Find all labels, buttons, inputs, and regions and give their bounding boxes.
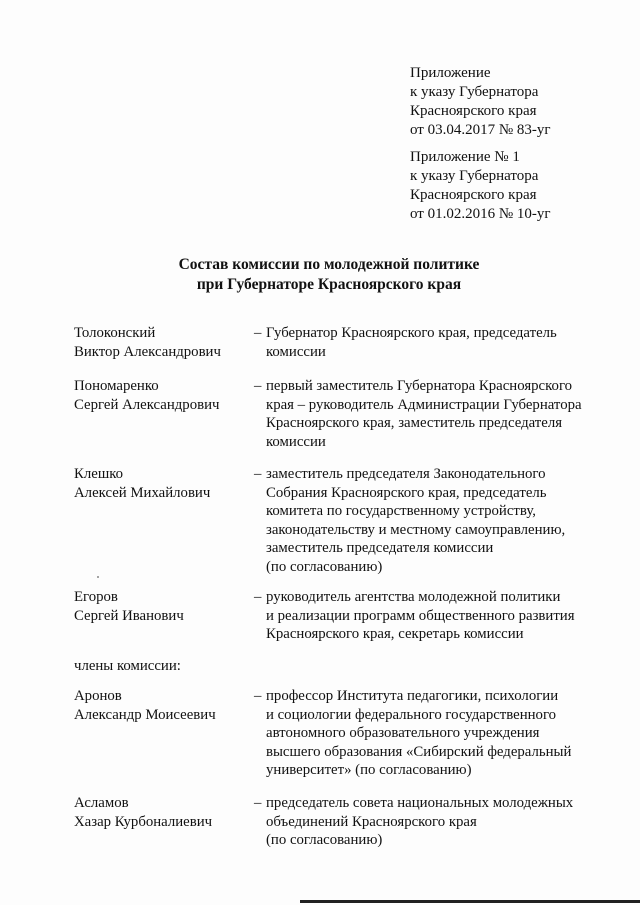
member-role	[266, 687, 606, 780]
member-given-name: Хазар Курбоналиевич	[74, 813, 213, 830]
member-role	[266, 324, 606, 361]
role-line: (по согласованию)	[266, 558, 383, 575]
scan-speck	[97, 576, 99, 578]
role-line: председатель совета национальных молодежных	[266, 795, 574, 811]
dash-separator: –	[254, 795, 262, 811]
role-line: комитета по государственному устройству,	[266, 503, 536, 519]
appendix-line: к указу Губернатора	[410, 84, 539, 100]
role-line: университет» (по согласованию)	[266, 762, 472, 778]
role-line: Собрания Красноярского края, председатель	[266, 484, 547, 501]
role-line: первый заместитель Губернатора Красноярского	[266, 378, 573, 394]
member-surname: Клешко	[74, 466, 124, 482]
role-line: высшего образования «Сибирский федеральный	[266, 743, 572, 760]
member-role	[266, 794, 606, 850]
member-name	[74, 465, 210, 502]
dash-separator: –	[254, 378, 262, 394]
role-line: края – руководитель Администрации Губернатора	[266, 396, 582, 413]
role-line: и социологии федерального государственного	[266, 706, 557, 723]
role-line: заместитель председателя комиссии	[266, 540, 494, 556]
member-name	[74, 794, 212, 831]
scan-edge-line	[300, 900, 640, 903]
member-given-name: Сергей Иванович	[74, 607, 184, 624]
title-line: при Губернаторе Красноярского края	[196, 276, 462, 293]
role-line: законодательству и местному самоуправлению,	[266, 521, 566, 538]
appendix-line: Красноярского края	[410, 187, 537, 203]
role-line: автономного образовательного учреждения	[266, 725, 540, 741]
member-given-name: Алексей Михайлович	[74, 484, 211, 501]
title-line: Состав комиссии по молодежной политике	[178, 256, 480, 273]
member-role	[266, 465, 606, 576]
role-line: Губернатор Красноярского края, председатель	[266, 325, 557, 341]
member-given-name: Александр Моисеевич	[74, 706, 216, 723]
appendix-note-current	[410, 64, 551, 140]
appendix-line: от 01.02.2016 № 10-уг	[410, 206, 551, 222]
member-surname: Аронов	[74, 688, 122, 704]
appendix-line: Приложение	[410, 65, 491, 81]
member-name	[74, 687, 216, 724]
member-surname: Асламов	[74, 795, 129, 811]
member-name	[74, 324, 221, 361]
dash-separator: –	[254, 325, 262, 341]
appendix-line: к указу Губернатора	[410, 168, 539, 184]
dash-separator: –	[254, 589, 262, 605]
member-name	[74, 588, 184, 625]
role-line: комиссии	[266, 433, 326, 450]
dash-separator: –	[254, 688, 262, 704]
appendix-line: Приложение № 1	[410, 149, 520, 165]
appendix-line: Красноярского края	[410, 103, 537, 119]
role-line: профессор Института педагогики, психологии	[266, 688, 559, 704]
role-line: объединений Красноярского края	[266, 813, 477, 830]
dash-separator: –	[254, 466, 262, 482]
document-title	[0, 255, 640, 295]
member-given-name: Виктор Александрович	[74, 343, 221, 360]
appendix-note-original	[410, 148, 551, 224]
member-surname: Егоров	[74, 589, 118, 605]
role-line: Красноярского края, заместитель председателя	[266, 415, 563, 431]
member-role	[266, 377, 606, 451]
appendix-line: от 03.04.2017 № 83-уг	[410, 122, 551, 138]
members-section-label: члены комиссии:	[74, 658, 181, 674]
role-line: и реализации программ общественного развития	[266, 607, 575, 624]
role-line: Красноярского края, секретарь комиссии	[266, 626, 524, 642]
member-role	[266, 588, 606, 644]
member-surname: Толоконский	[74, 325, 156, 341]
role-line: заместитель председателя Законодательного	[266, 466, 546, 482]
member-name	[74, 377, 219, 414]
role-line: комиссии	[266, 343, 326, 360]
member-given-name: Сергей Александрович	[74, 396, 220, 413]
member-surname: Пономаренко	[74, 378, 159, 394]
role-line: руководитель агентства молодежной политики	[266, 589, 561, 605]
role-line: (по согласованию)	[266, 832, 383, 848]
